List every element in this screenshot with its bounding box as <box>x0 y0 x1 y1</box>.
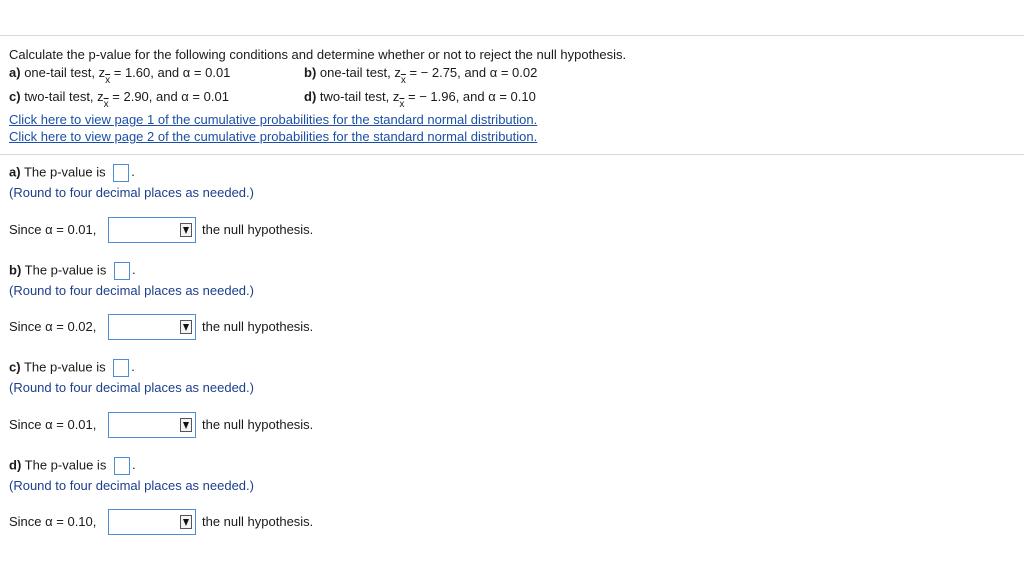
answer-a-pvalue-row <box>9 164 135 182</box>
condition-d-label: d) <box>304 89 317 104</box>
answer-b-pvalue-row <box>9 262 136 280</box>
dropdown-arrow-icon[interactable] <box>180 515 192 529</box>
answer-d-period: . <box>131 457 136 473</box>
answer-a-period: . <box>131 164 135 180</box>
answer-a-decision-select[interactable] <box>108 217 196 243</box>
answer-c-pvalue-text: The p-value is <box>23 359 106 375</box>
mid-divider <box>0 154 1024 155</box>
answer-a-after-text: the null hypothesis. <box>202 222 314 237</box>
answer-d-label: d) <box>9 457 22 473</box>
condition-c <box>9 89 229 111</box>
answer-b-period: . <box>131 262 136 278</box>
top-divider <box>0 35 1024 36</box>
answer-b-pvalue-input[interactable] <box>114 262 130 280</box>
answer-d-pvalue-input[interactable] <box>114 457 130 475</box>
answer-b-since-text: Since α = 0.02, <box>9 319 97 334</box>
condition-c-text: two-tail test, $z_{\overline{x}} = 2.90$, and α = 0.01 <box>24 89 229 110</box>
answer-d-round-note: (Round to four decimal places as needed.) <box>9 478 254 493</box>
condition-d-text: two-tail test, $z_{\overline{x}}$ = − 1.96, and α = 0.10 <box>319 89 536 110</box>
condition-b <box>304 65 537 87</box>
condition-c-label: c) <box>9 89 21 104</box>
answer-d-decision-select[interactable] <box>108 509 196 535</box>
answer-c-pvalue-row <box>9 359 135 377</box>
answer-c-after-text: the null hypothesis. <box>202 417 314 432</box>
dropdown-arrow-icon[interactable] <box>180 223 192 237</box>
answer-b-round-note: (Round to four decimal places as needed.) <box>9 283 254 298</box>
link-cumulative-page-2[interactable]: Click here to view page 2 of the cumulative probabilities for the standard normal distribution. <box>9 129 538 144</box>
answer-a-label: a) <box>9 164 21 180</box>
question-intro: Calculate the p-value for the following conditions and determine whether or not to reject the null hypothesis. <box>9 47 627 62</box>
answer-a-round-note: (Round to four decimal places as needed.) <box>9 185 254 200</box>
answer-b-label: b) <box>9 262 22 278</box>
answer-c-decision-select[interactable] <box>108 412 196 438</box>
answer-b-pvalue-text: The p-value is <box>24 262 107 278</box>
link-cumulative-page-1[interactable]: Click here to view page 1 of the cumulative probabilities for the standard normal distribution. <box>9 112 538 127</box>
answer-c-since-text: Since α = 0.01, <box>9 417 97 432</box>
condition-a-text: one-tail test, $z_{\overline{x}} = 1.60$, and α = 0.01 <box>24 65 231 86</box>
answer-d-pvalue-text: The p-value is <box>24 457 107 473</box>
answer-a-pvalue-input[interactable] <box>113 164 129 182</box>
answer-d-since-text: Since α = 0.10, <box>9 514 97 529</box>
dropdown-arrow-icon[interactable] <box>180 320 192 334</box>
answer-b-after-text: the null hypothesis. <box>202 319 314 334</box>
dropdown-arrow-icon[interactable] <box>180 418 192 432</box>
answer-d-pvalue-row <box>9 457 136 475</box>
answer-a-since-text: Since α = 0.01, <box>9 222 97 237</box>
condition-a-label: a) <box>9 65 21 80</box>
answer-b-decision-select[interactable] <box>108 314 196 340</box>
answer-c-period: . <box>131 359 135 375</box>
answer-c-label: c) <box>9 359 21 375</box>
condition-b-label: b) <box>304 65 317 80</box>
condition-a <box>9 65 230 87</box>
answer-c-round-note: (Round to four decimal places as needed.) <box>9 380 254 395</box>
answer-d-after-text: the null hypothesis. <box>202 514 314 529</box>
answer-c-pvalue-input[interactable] <box>113 359 129 377</box>
answer-a-pvalue-text: The p-value is <box>23 164 106 180</box>
condition-b-text: one-tail test, $z_{\overline{x}}$ = − 2.75, and α = 0.02 <box>319 65 538 86</box>
condition-d <box>304 89 536 111</box>
